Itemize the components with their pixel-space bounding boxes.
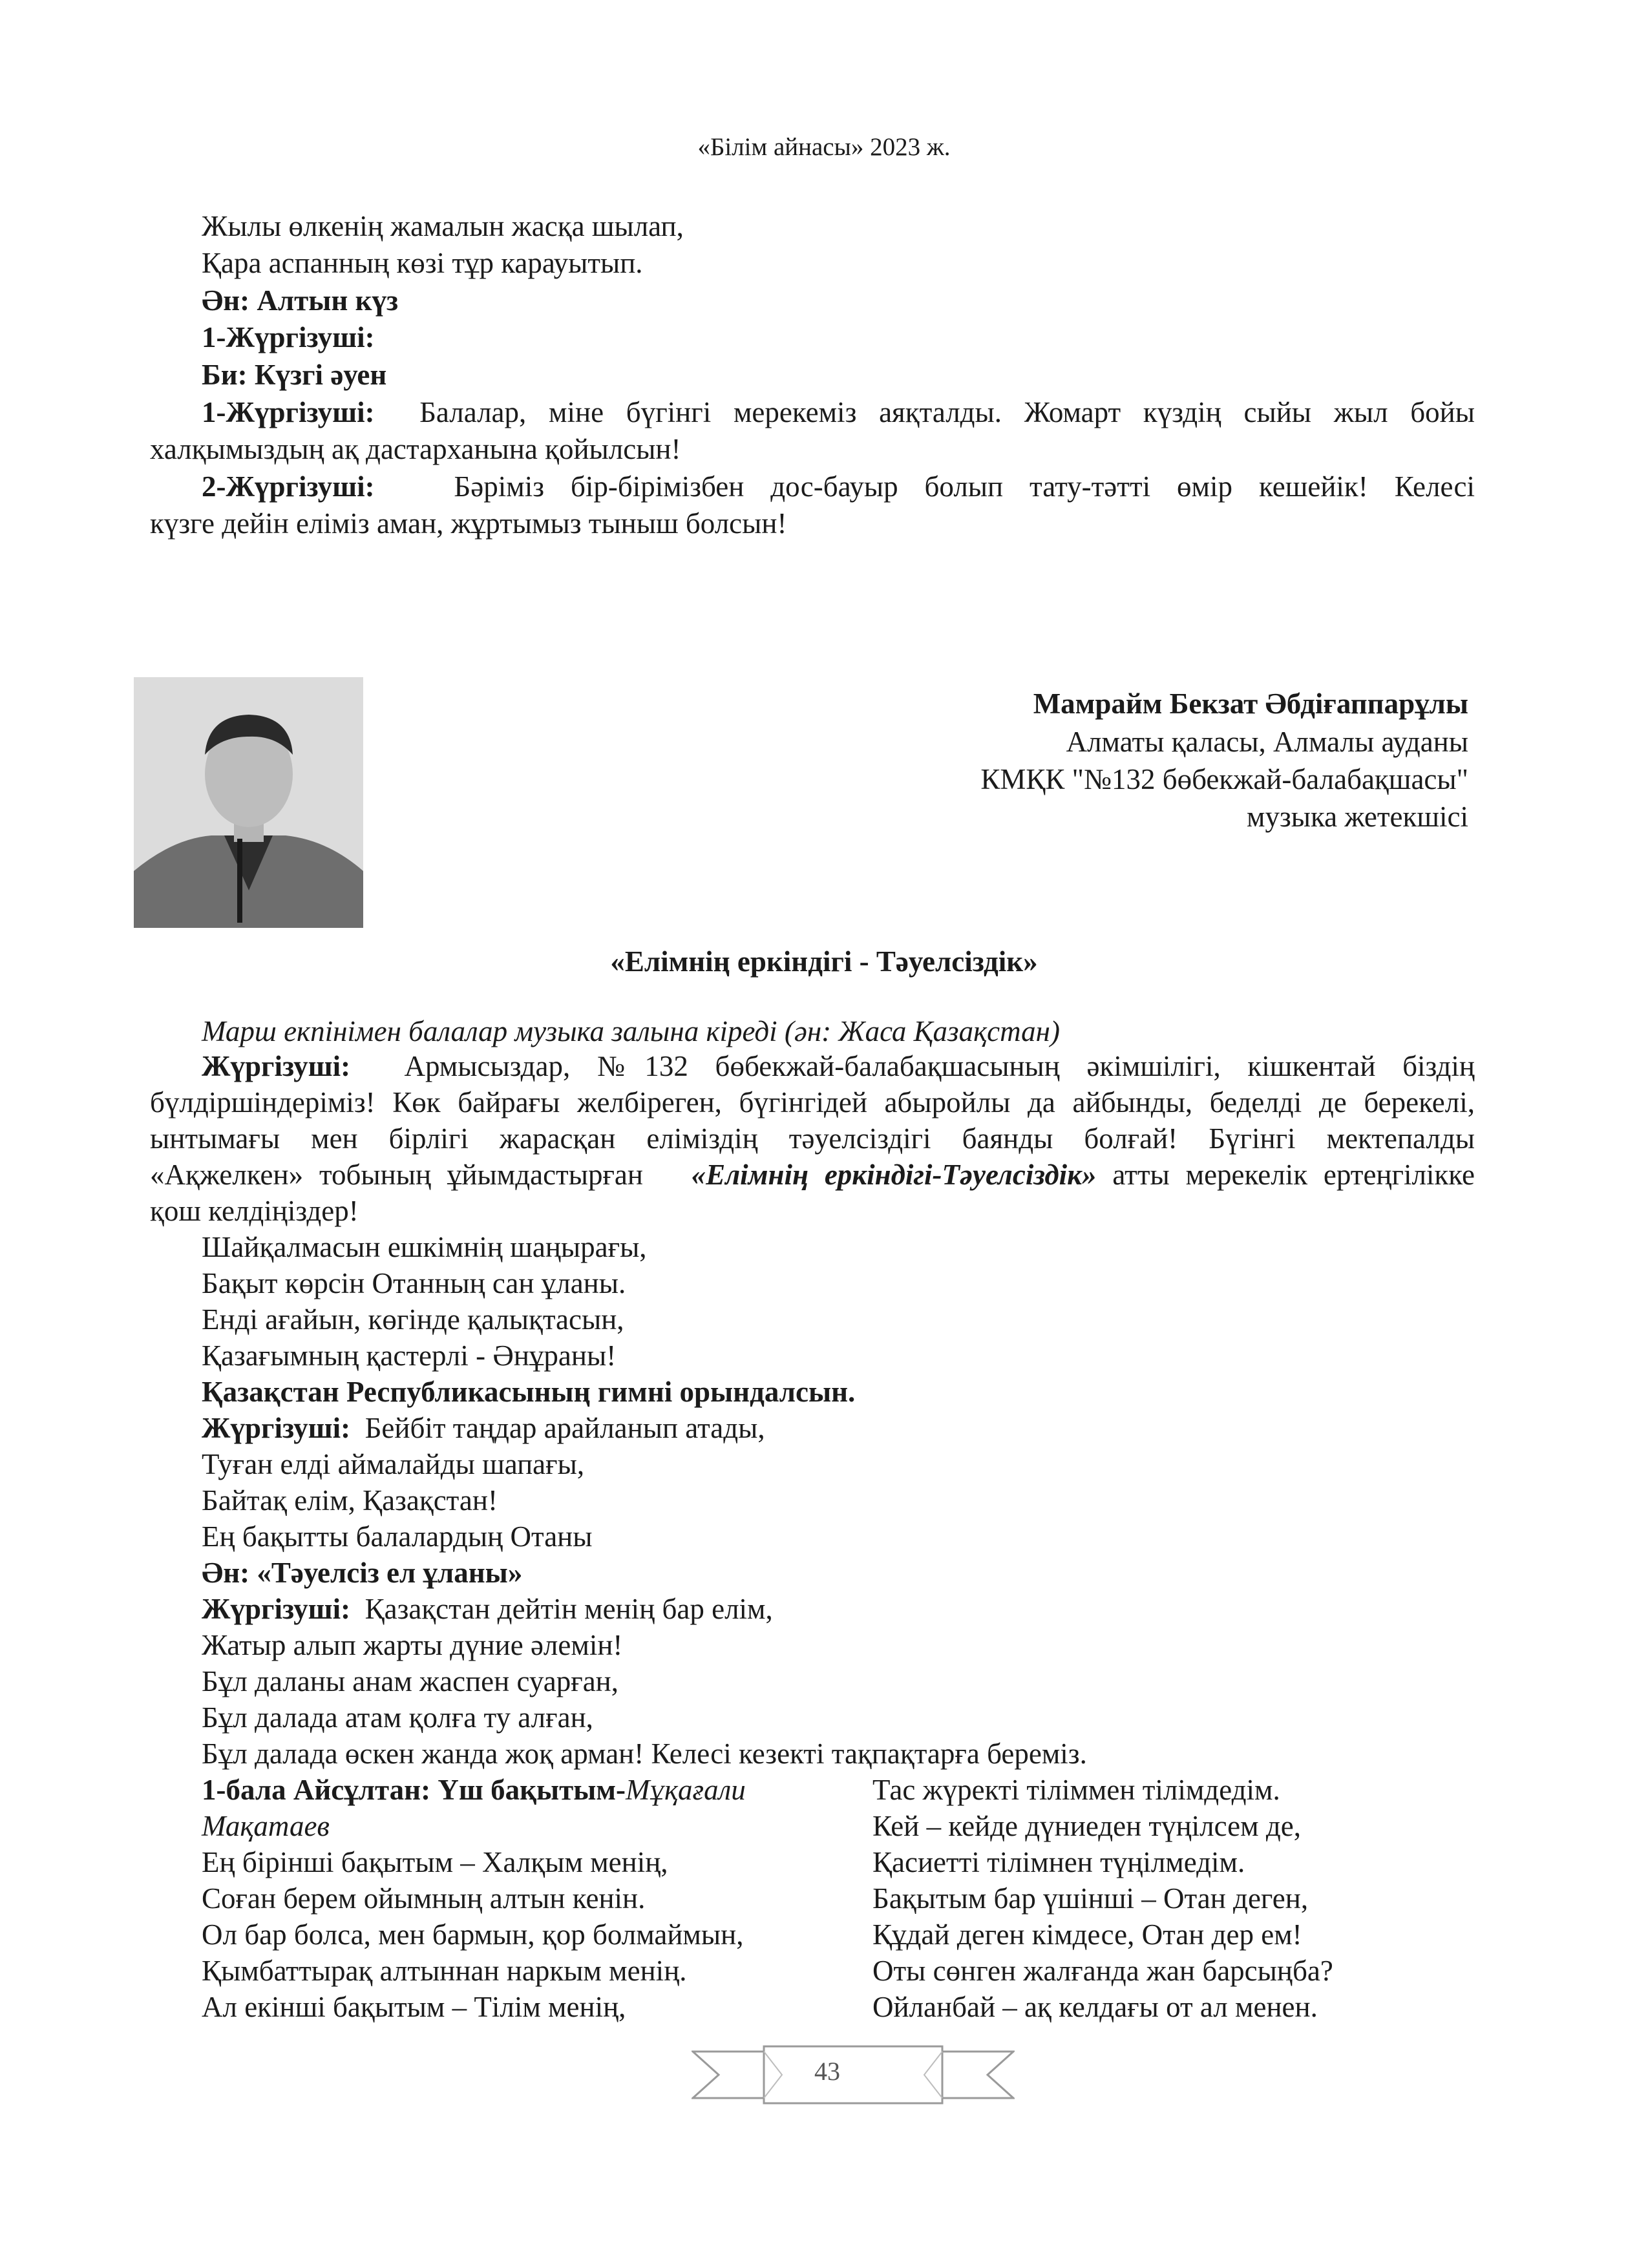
host-poem: Жүргізуші: Қазақстан дейтін менің бар елім,	[202, 1593, 773, 1625]
poem-line: Байтақ елім, Қазақстан!	[202, 1484, 498, 1517]
host-speech-line: қош келдіңіздер!	[150, 1195, 359, 1227]
host-speech-line: бүлдіршіндеріміз! Көк байрағы желбіреген, бүгінгідей абыройлы да айбынды, беделді де берекелі,	[150, 1086, 1475, 1118]
dance-heading: Би: Күзгі әуен	[202, 359, 387, 391]
poem-line: Қара аспанның көзі тұр карауытып.	[202, 247, 643, 279]
portrait-image	[134, 677, 363, 928]
poem-line: Шайқалмасын ешкімнің шаңырағы,	[202, 1231, 647, 1263]
author-photo	[134, 677, 363, 928]
poem-line: Бұл далада өскен жанда жоқ арман! Келесі кезекті тақпақтарға береміз.	[202, 1738, 1087, 1770]
intro-line: Марш екпінімен балалар музыка залына кіреді (ән: Жаса Қазақстан)	[202, 1015, 1060, 1047]
poem-line: Кей – кейде дүниеден түңілсем де,	[872, 1810, 1301, 1842]
poem-line: Туған елді аймалайды шапағы,	[202, 1448, 585, 1480]
poem-line: Тас жүректі тіліммен тілімдедім.	[872, 1774, 1280, 1806]
song-heading: Ән: Алтын күз	[202, 284, 399, 317]
poem-line: Бақыт көрсін Отанның сан ұланы.	[202, 1267, 626, 1299]
host2-speech: 2-Жүргізуші: Бәріміз бір-бірімізбен дос-бауыр болып тату-тәтті өмір кешейік! Келесі	[202, 470, 1475, 503]
poem-line: Қазағымның қастерлі - Әнұраны!	[202, 1339, 617, 1372]
author-name: Мамрайм Бекзат Әбдіғаппарұлы	[1033, 688, 1468, 720]
host-poem: Жүргізуші: Бейбіт таңдар арайланып атады,	[202, 1412, 765, 1444]
page-number: 43	[814, 2057, 840, 2086]
poem-line: Жатыр алып жарты дүние әлемін!	[202, 1629, 623, 1661]
poem-line: Бақытым бар үшінші – Отан деген,	[872, 1882, 1309, 1915]
poem-line: Ал екінші бақытым – Тілім менің,	[202, 1991, 626, 2023]
journal-header: «Білім айнасы» 2023 ж.	[697, 133, 951, 161]
poem-line: Қымбаттырақ алтыннан наркым менің.	[202, 1955, 687, 1987]
poem-line: Енді ағайын, көгінде қалықтасын,	[202, 1303, 624, 1336]
poem-line: Ең бақытты балалардың Отаны	[202, 1520, 593, 1553]
host1-closing: 1-Жүргізуші: Балалар, міне бүгінгі мерекеміз аяқталды. Жомарт күздің сыйы жыл бойы	[202, 396, 1475, 428]
article-title: «Елімнің еркіндігі - Тәуелсіздік»	[610, 945, 1038, 978]
poem-line: Соған берем ойымның алтын кенін.	[202, 1882, 646, 1915]
author-city: Алматы қаласы, Алмалы ауданы	[1066, 726, 1468, 758]
child-poem-heading: 1-бала Айсұлтан: Үш бақытым-Мұқағали	[202, 1774, 746, 1806]
song-heading: Ән: «Тәуелсіз ел ұланы»	[202, 1557, 523, 1589]
poem-line: Ойланбай – ақ келдағы от ал менен.	[872, 1991, 1318, 2023]
poem-line: Бұл далада атам қолға ту алған,	[202, 1701, 593, 1734]
anthem-heading: Қазақстан Республикасының гимні орындалсын.	[202, 1376, 856, 1408]
host1-closing-cont: халқымыздың ақ дастарханына қойылсын!	[150, 433, 681, 465]
poem-line: Оты сөнген жалғанда жан барсыңба?	[872, 1955, 1333, 1987]
host-speech-line: «Ақжелкен» тобының ұйымдастырған «Елімнің еркіндігі-Тәуелсіздік» атты мерекелік ертеңгілікке	[150, 1159, 1475, 1191]
host-label: 1-Жүргізуші:	[202, 321, 375, 353]
host-speech-line: ынтымағы мен бірлігі жарасқан еліміздің тәуелсіздігі баянды болғай! Бүгінгі мектепалды	[150, 1122, 1475, 1155]
child-poem-author: Мақатаев	[202, 1810, 330, 1842]
host-speech: Жүргізуші: Армысыздар, №132 бөбекжай-балабақшасының әкімшілігі, кішкентай біздің	[202, 1050, 1475, 1082]
poem-line: Жылы өлкенің жамалын жасқа шылап,	[202, 210, 684, 242]
host2-speech-cont: күзге дейін еліміз аман, жұртымыз тыныш болсын!	[150, 507, 787, 540]
author-org: КМҚК "№132 бөбекжай-балабақшасы"	[980, 763, 1468, 795]
poem-line: Қасиетті тілімнен түңілмедім.	[872, 1846, 1245, 1878]
author-position: музыка жетекшісі	[1247, 801, 1468, 833]
poem-line: Бұл даланы анам жаспен суарған,	[202, 1665, 619, 1697]
poem-line: Ең бірінші бақытым – Халқым менің,	[202, 1846, 668, 1878]
poem-line: Құдай деген кімдесе, Отан дер ем!	[872, 1918, 1302, 1951]
poem-line: Ол бар болса, мен бармын, қор болмаймын,	[202, 1918, 744, 1951]
